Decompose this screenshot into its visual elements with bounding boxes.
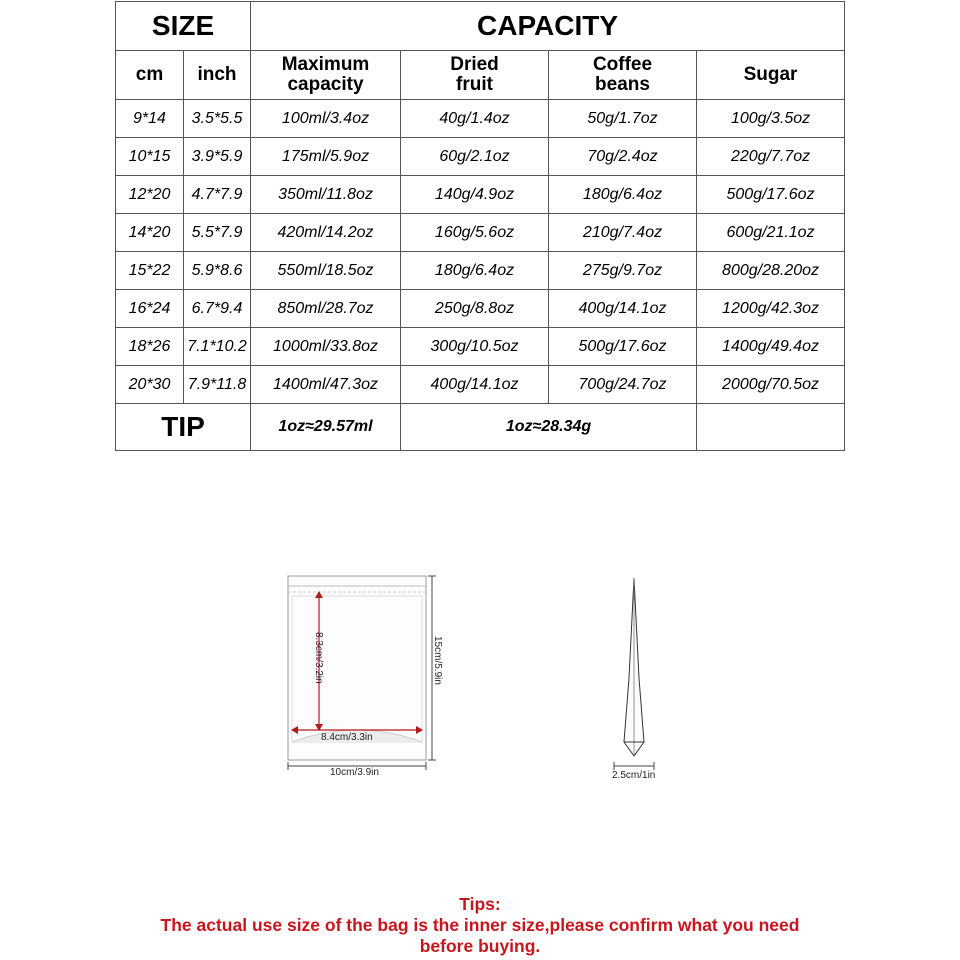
table-row [116,366,845,404]
col-header-max-capacity: Maximum capacity [251,51,401,100]
col-header-dried-fruit: Dried fruit [401,51,549,100]
cell-max-capacity: 1000ml/33.8oz [251,328,401,366]
cell-size-cm: 18*26 [116,328,184,366]
tip-empty-cell [697,404,845,451]
table-row [116,214,845,252]
col-header-sugar: Sugar [697,51,845,100]
table-header-row [116,51,845,100]
cell-dried-fruit: 180g/6.4oz [401,252,549,290]
bag-side-diagram [600,570,680,790]
cell-size-inch: 3.9*5.9 [184,138,251,176]
cell-coffee-beans: 50g/1.7oz [549,100,697,138]
cell-coffee-beans: 400g/14.1oz [549,290,697,328]
col-header-coffee-beans: Coffee beans [549,51,697,100]
cell-size-cm: 20*30 [116,366,184,404]
cell-dried-fruit: 400g/14.1oz [401,366,549,404]
cell-max-capacity: 550ml/18.5oz [251,252,401,290]
inner-height-label: 8.3cm/3.2in [313,632,324,684]
cell-size-inch: 4.7*7.9 [184,176,251,214]
cell-coffee-beans: 500g/17.6oz [549,328,697,366]
cell-size-inch: 7.9*11.8 [184,366,251,404]
cell-dried-fruit: 250g/8.8oz [401,290,549,328]
cell-dried-fruit: 60g/2.1oz [401,138,549,176]
cell-sugar: 500g/17.6oz [697,176,845,214]
cell-size-inch: 3.5*5.5 [184,100,251,138]
cell-coffee-beans: 275g/9.7oz [549,252,697,290]
cell-sugar: 600g/21.1oz [697,214,845,252]
size-title: SIZE [116,2,251,51]
cell-max-capacity: 1400ml/47.3oz [251,366,401,404]
cell-max-capacity: 850ml/28.7oz [251,290,401,328]
cell-sugar: 1400g/49.4oz [697,328,845,366]
tips-line-1: The actual use size of the bag is the inner size,please confirm what you need [160,915,800,935]
cell-sugar: 2000g/70.5oz [697,366,845,404]
inner-width-label: 8.4cm/3.3in [321,732,373,743]
cell-dried-fruit: 300g/10.5oz [401,328,549,366]
cell-size-cm: 15*22 [116,252,184,290]
cell-dried-fruit: 40g/1.4oz [401,100,549,138]
capacity-title: CAPACITY [251,2,845,51]
cell-max-capacity: 420ml/14.2oz [251,214,401,252]
cell-size-cm: 9*14 [116,100,184,138]
tips-line-2: before buying. [419,936,541,956]
cell-size-inch: 5.5*7.9 [184,214,251,252]
cell-sugar: 100g/3.5oz [697,100,845,138]
cell-coffee-beans: 180g/6.4oz [549,176,697,214]
cell-sugar: 220g/7.7oz [697,138,845,176]
cell-size-inch: 6.7*9.4 [184,290,251,328]
cell-size-cm: 16*24 [116,290,184,328]
cell-size-cm: 10*15 [116,138,184,176]
tip-ml-conversion: 1oz≈29.57ml [251,404,401,451]
table-row [116,176,845,214]
cell-size-cm: 14*20 [116,214,184,252]
gusset-label: 2.5cm/1in [612,770,656,781]
tip-label: TIP [116,404,251,451]
col-header-cm: cm [116,51,184,100]
table-body [116,100,845,404]
cell-dried-fruit: 140g/4.9oz [401,176,549,214]
cell-size-inch: 7.1*10.2 [184,328,251,366]
cell-size-inch: 5.9*8.6 [184,252,251,290]
cell-coffee-beans: 70g/2.4oz [549,138,697,176]
tip-g-conversion: 1oz≈28.34g [401,404,697,451]
bag-front-diagram [280,570,460,790]
table-row [116,328,845,366]
outer-height-label: 15cm/5.9in [432,636,443,685]
table-row [116,252,845,290]
cell-max-capacity: 100ml/3.4oz [251,100,401,138]
outer-width-label: 10cm/3.9in [330,767,379,778]
table-title-row [116,2,845,51]
cell-max-capacity: 175ml/5.9oz [251,138,401,176]
cell-coffee-beans: 700g/24.7oz [549,366,697,404]
cell-dried-fruit: 160g/5.6oz [401,214,549,252]
table-row [116,290,845,328]
table-row [116,138,845,176]
tips-note [0,894,960,957]
cell-size-cm: 12*20 [116,176,184,214]
capacity-table [115,1,845,451]
tip-row [116,404,845,451]
cell-sugar: 1200g/42.3oz [697,290,845,328]
cell-max-capacity: 350ml/11.8oz [251,176,401,214]
cell-coffee-beans: 210g/7.4oz [549,214,697,252]
col-header-inch: inch [184,51,251,100]
tips-heading: Tips: [459,894,501,914]
table-row [116,100,845,138]
cell-sugar: 800g/28.20oz [697,252,845,290]
